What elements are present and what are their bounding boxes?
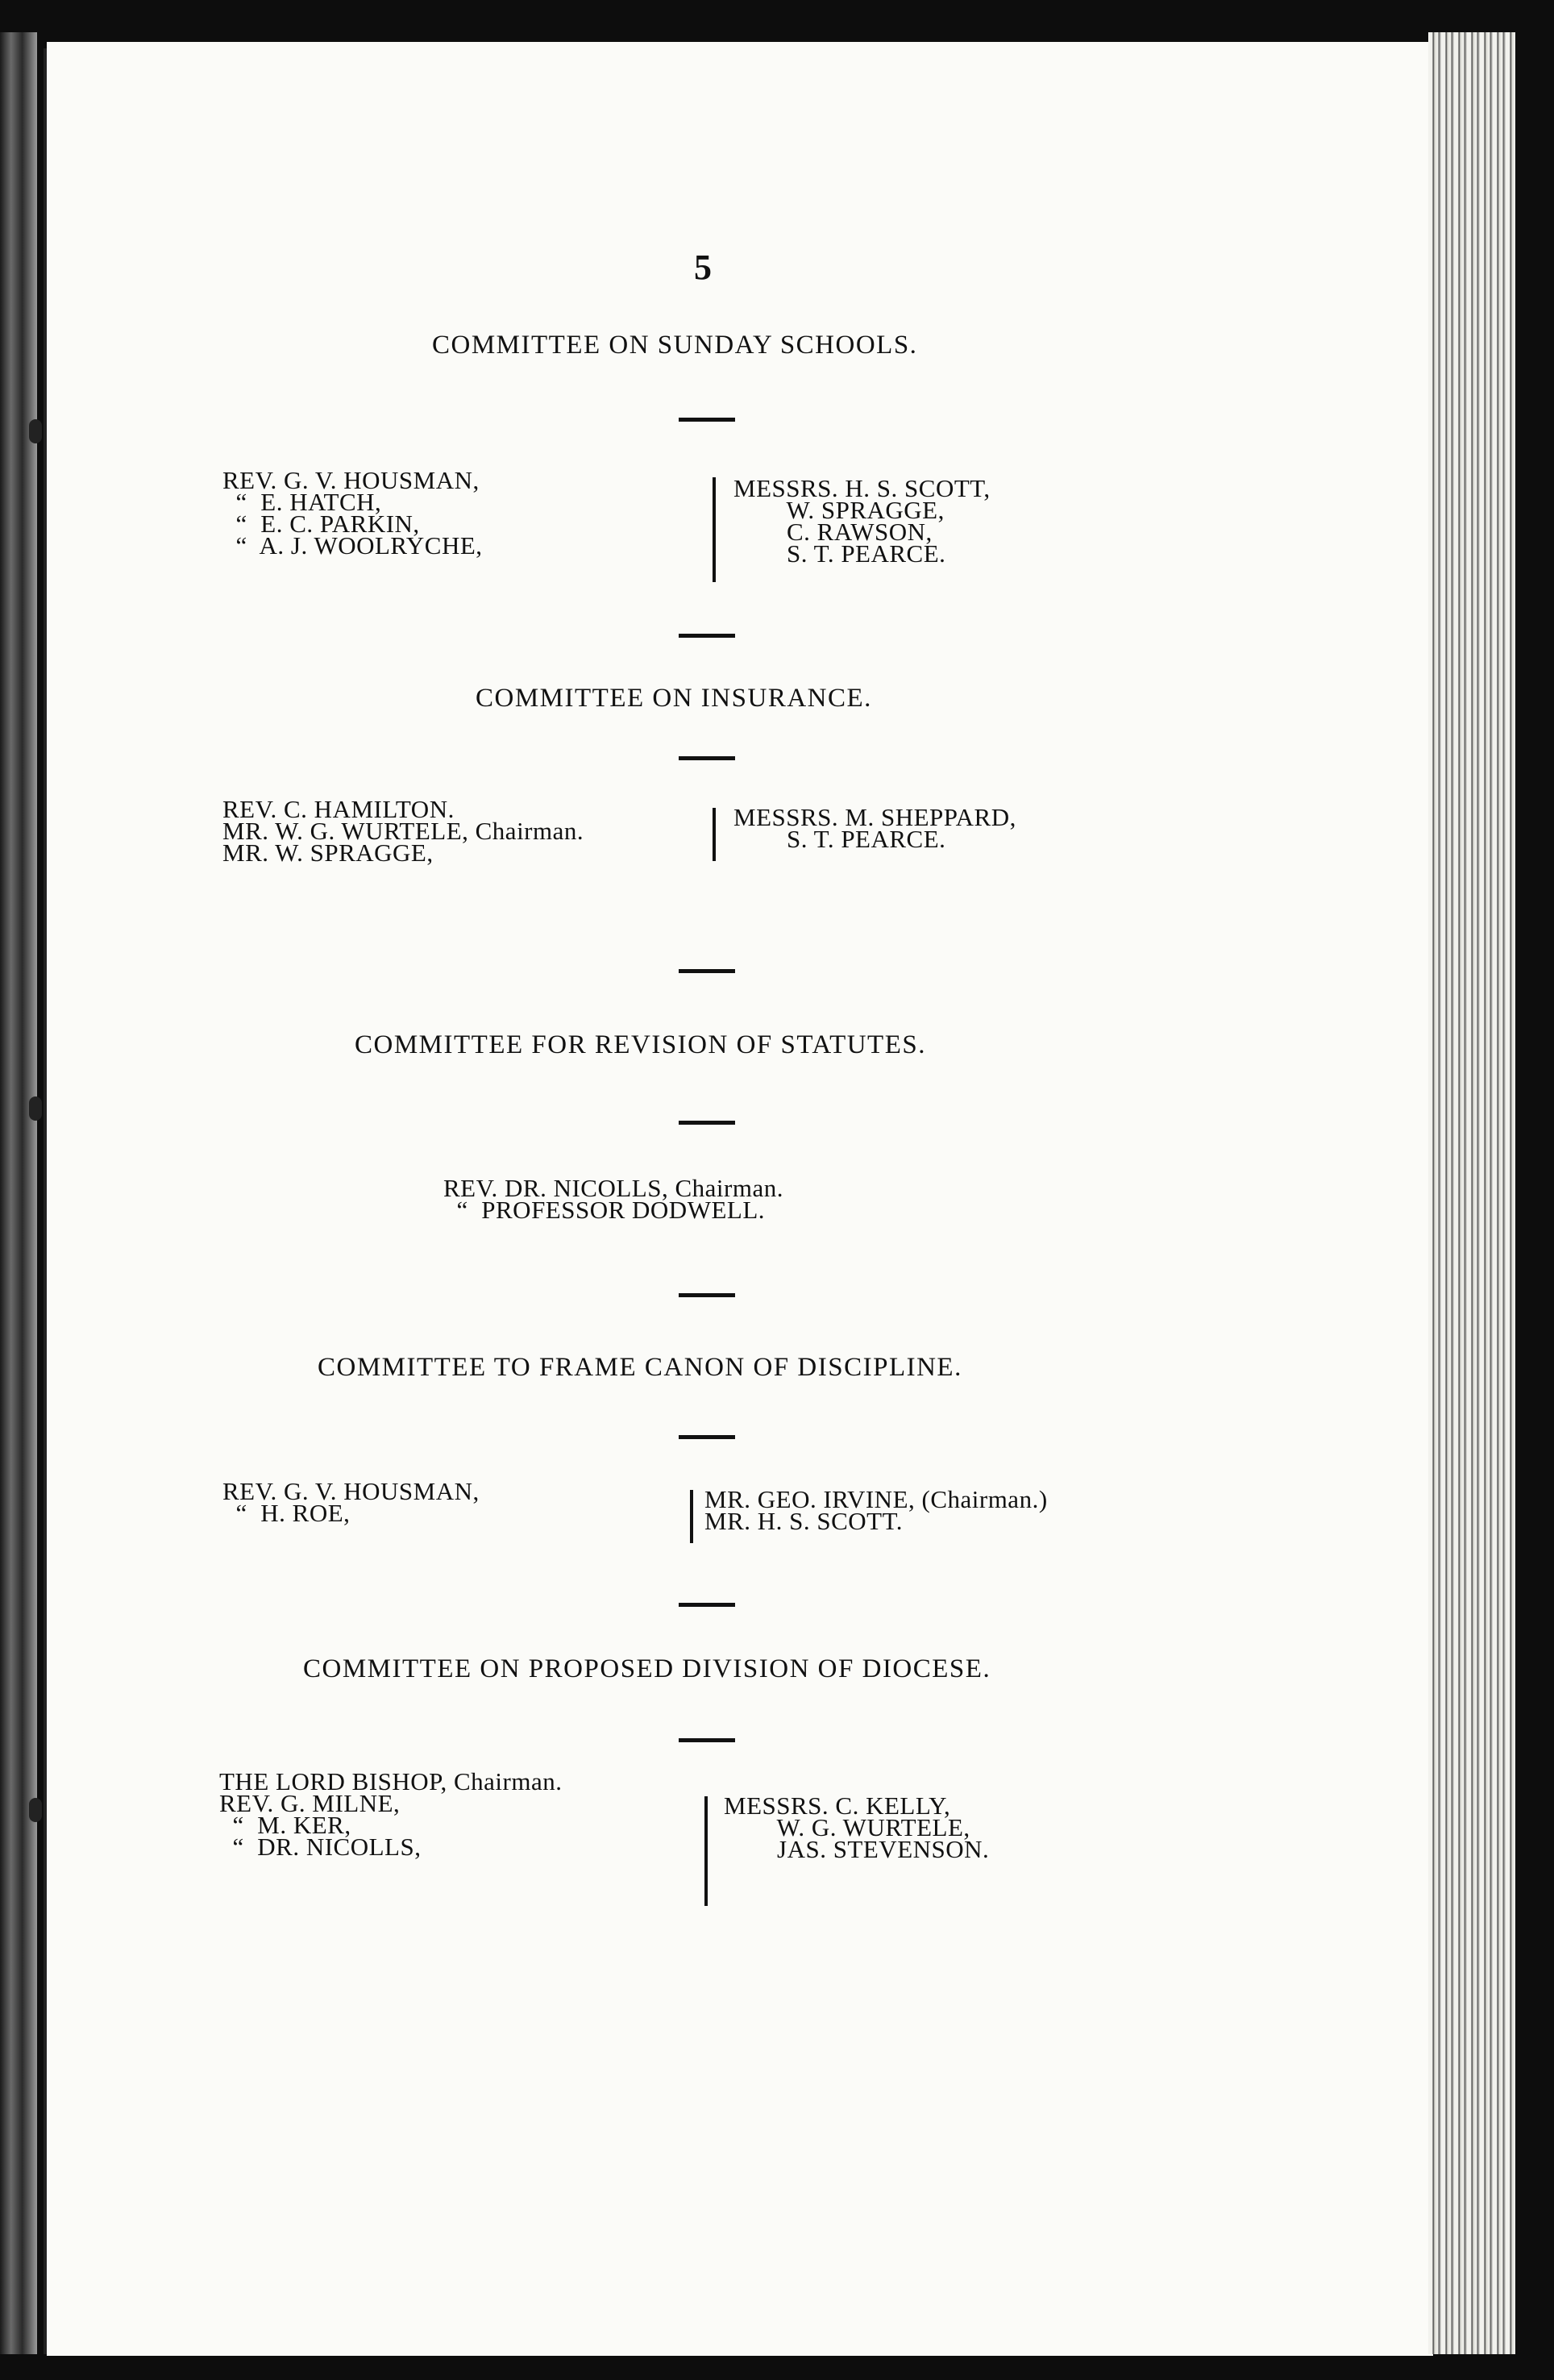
member-line: JAS. STEVENSON. [724,1835,990,1863]
member-line: THE LORD BISHOP, Chairman. [219,1767,563,1795]
member-line: “ A. J. WOOLRYCHE, [222,531,483,560]
member-line: MR. W. G. WURTELE, Chairman. [222,817,584,845]
member-line: MESSRS. H. S. SCOTT, [733,474,991,502]
column-divider [713,477,716,582]
section-rule [679,1293,735,1297]
member-list-right [704,1485,1048,1535]
member-line: W. SPRAGGE, [733,496,945,524]
section-heading-revision-of-statutes: COMMITTEE FOR REVISION OF STATUTES. [355,1030,926,1059]
member-line: MESSRS. C. KELLY, [724,1791,951,1820]
member-line: “ H. ROE, [222,1499,351,1527]
member-line: “ PROFESSOR DODWELL. [443,1196,766,1224]
binding-thread [29,419,42,443]
section-rule [679,418,735,422]
member-line: MR. H. S. SCOTT. [704,1507,903,1535]
section-rule [679,634,735,638]
column-divider [704,1796,708,1906]
member-list-right [733,803,1016,853]
member-line: “ M. KER, [219,1811,351,1839]
column-divider [713,808,716,861]
section-heading-division-of-diocese: COMMITTEE ON PROPOSED DIVISION OF DIOCESE. [303,1654,991,1683]
section-rule [679,1121,735,1125]
section-rule [679,1738,735,1742]
member-line: C. RAWSON, [733,518,933,546]
book-gutter [0,32,37,2354]
member-line: REV. G. MILNE, [219,1789,401,1817]
member-line: MESSRS. M. SHEPPARD, [733,803,1016,831]
binding-thread [29,1096,42,1121]
member-line: REV. G. V. HOUSMAN, [222,1477,480,1505]
member-line: REV. C. HAMILTON. [222,795,455,823]
section-rule [679,969,735,973]
page-number: 5 [694,248,712,287]
member-line: MR. GEO. IRVINE, (Chairman.) [704,1485,1048,1513]
page-edges [1428,32,1515,2354]
member-line: MR. W. SPRAGGE, [222,838,434,867]
member-line: REV. G. V. HOUSMAN, [222,466,480,494]
member-line: “ E. C. PARKIN, [222,510,420,538]
section-heading-sunday-schools: COMMITTEE ON SUNDAY SCHOOLS. [432,331,918,360]
member-list-left [219,1767,563,1861]
binding-thread [29,1798,42,1822]
member-list-left [222,1477,480,1527]
section-rule [679,1603,735,1607]
member-line: S. T. PEARCE. [733,825,946,853]
member-list-right [733,474,991,568]
member-line: “ DR. NICOLLS, [219,1833,422,1861]
member-line: “ E. HATCH, [222,488,382,516]
section-heading-insurance: COMMITTEE ON INSURANCE. [476,684,872,713]
member-line: W. G. WURTELE, [724,1813,970,1841]
column-divider [690,1490,693,1543]
section-rule [679,756,735,760]
member-line: REV. DR. NICOLLS, Chairman. [443,1174,783,1202]
section-heading-canon-of-discipline: COMMITTEE TO FRAME CANON OF DISCIPLINE. [318,1353,962,1382]
member-list-left [222,466,483,560]
member-list-right [724,1791,990,1863]
member-list-left [222,795,584,867]
section-rule [679,1435,735,1439]
member-list-center [443,1174,783,1224]
member-line: S. T. PEARCE. [733,539,946,568]
